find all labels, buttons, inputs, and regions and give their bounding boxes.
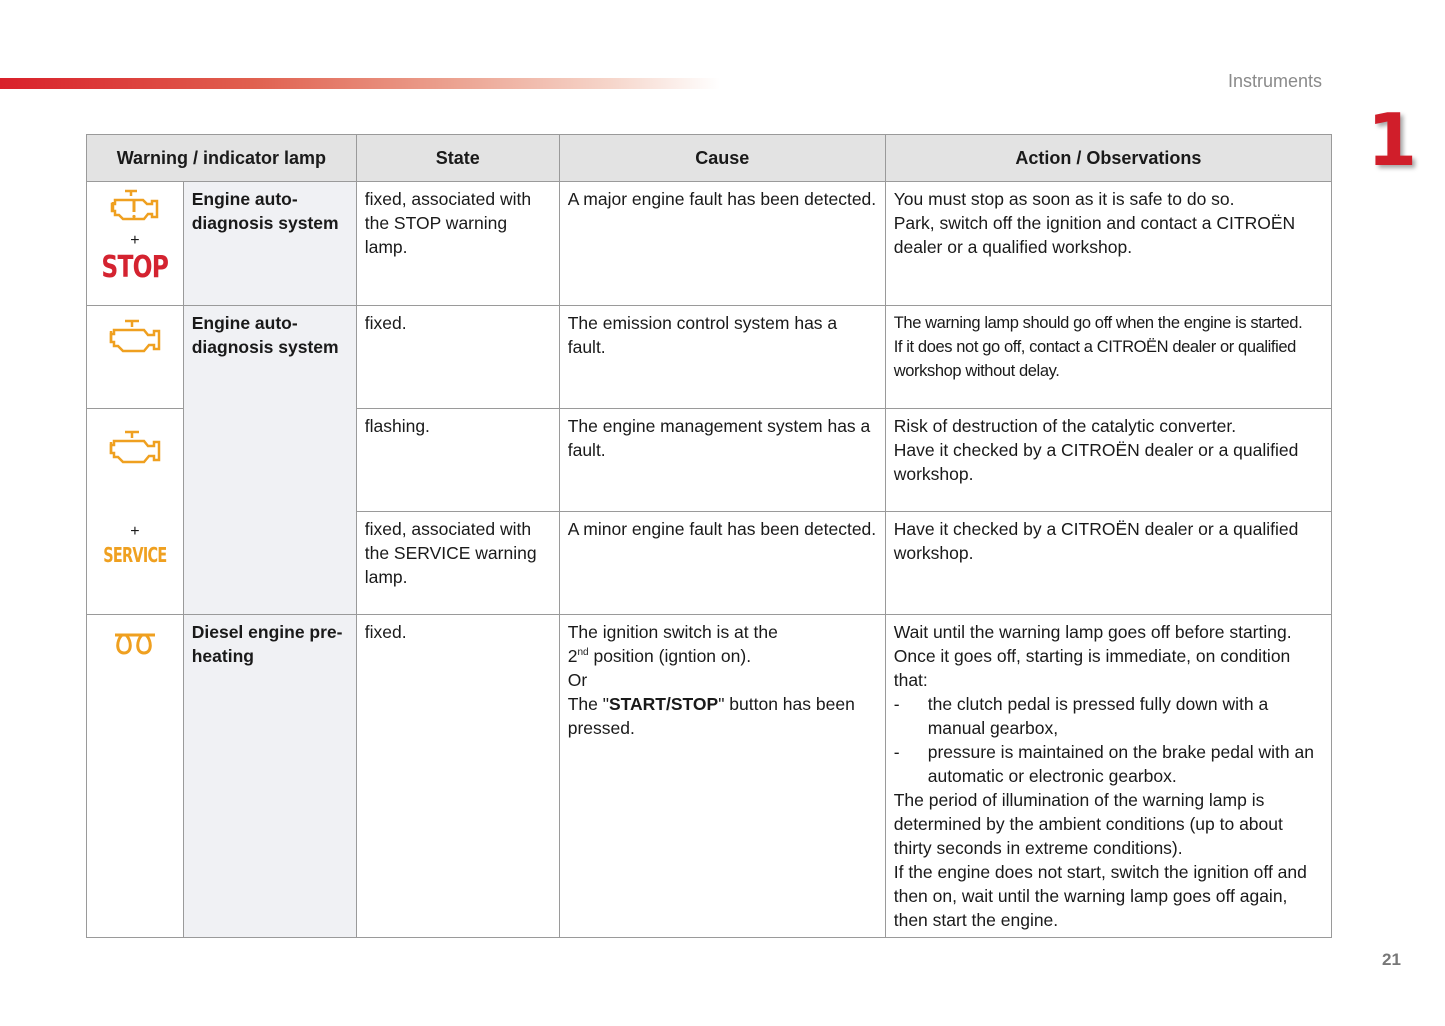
table-row [87,615,1332,938]
start-stop-label: START/STOP [608,694,719,714]
action-line: If it does not go off, contact a CITROËN dealer or qualified workshop without delay. [893,338,1296,380]
cause-line [568,644,877,668]
action-line: Once it goes off, starting is immediate, on condition that: [893,646,1291,690]
lamp-icon-cell [87,409,184,615]
lamp-icon-cell [87,182,184,306]
cause-cell: A minor engine fault has been detected. [559,512,885,615]
service-badge-icon: SERVICE [103,543,167,567]
engine-warning-exclamation-icon [109,188,161,224]
action-line: The period of illumination of the warning lamp is determined by the ambient conditions (up to about thirty seconds in extreme conditions). [893,790,1283,858]
state-cell: fixed. [356,615,559,938]
table-row [87,182,1332,306]
bullet-dash: - [893,742,900,762]
state-cell: fixed. [356,306,559,409]
cause-cell [559,615,885,938]
plus-sign: + [130,523,140,540]
action-line: You must stop as soon as it is safe to do so. [893,189,1235,209]
header-accent-bar [0,78,720,89]
action-line: Park, switch off the ignition and contact a CITROËN dealer or a qualified workshop. [893,213,1296,257]
col-header-action: Action / Observations [885,135,1331,182]
col-header-lamp: Warning / indicator lamp [87,135,357,182]
table-row [87,306,1332,409]
state-cell: flashing. [356,409,559,512]
action-line: Have it checked by a CITROËN dealer or a qualified workshop. [893,440,1299,484]
lamp-name: Engine auto-diagnosis system [183,306,356,615]
stop-badge-icon: STOP [101,250,169,285]
engine-icon [107,318,163,358]
col-header-state: State [356,135,559,182]
action-line: If the engine does not start, switch the ignition off and then on, wait until the warning lamp goes off again, then start the engine. [893,862,1307,930]
bullet-item [894,740,1323,788]
page-number: 21 [1382,950,1401,969]
preheating-coil-icon [111,629,159,659]
bullet-item [894,692,1323,740]
action-line: Risk of destruction of the catalytic converter. [893,416,1237,436]
state-cell: fixed, associated with the SERVICE warning lamp. [356,512,559,615]
engine-icon [107,429,163,469]
action-line: The warning lamp should go off when the engine is started. [893,314,1303,332]
lamp-name: Diesel engine pre-heating [183,615,356,938]
action-line: Wait until the warning lamp goes off before starting. [893,622,1292,642]
ordinal-suffix: nd [577,647,589,659]
table-header-row [87,135,1332,182]
cause-line [568,692,877,740]
chapter-number: 1 [1367,98,1418,182]
cause-line: The ignition switch is at the [567,622,778,642]
cause-cell: The engine management system has a fault. [559,409,885,512]
bullet-text: pressure is maintained on the brake pedal with an automatic or electronic gearbox. [927,742,1314,786]
cause-text: position (igntion on). [588,646,752,666]
cause-line: Or [567,670,588,690]
warning-lamp-table [86,134,1332,938]
state-cell: fixed, associated with the STOP warning lamp. [356,182,559,306]
action-cell [885,409,1331,512]
cause-cell: The emission control system has a fault. [559,306,885,409]
lamp-icon-cell [87,615,184,938]
action-cell [885,182,1331,306]
action-cell [885,615,1331,938]
cause-text: " button has been pressed. [567,694,855,738]
ordinal: 2 [567,646,578,666]
plus-sign: + [130,232,140,249]
col-header-cause: Cause [559,135,885,182]
cause-text: The " [567,694,609,714]
action-cell [885,306,1331,409]
bullet-dash: - [893,694,900,714]
cause-cell: A major engine fault has been detected. [559,182,885,306]
section-title: Instruments [1228,71,1323,91]
lamp-icon-cell [87,306,184,409]
lamp-name: Engine auto-diagnosis system [183,182,356,306]
action-cell: Have it checked by a CITROËN dealer or a qualified workshop. [885,512,1331,615]
bullet-text: the clutch pedal is pressed fully down with a manual gearbox, [927,694,1269,738]
